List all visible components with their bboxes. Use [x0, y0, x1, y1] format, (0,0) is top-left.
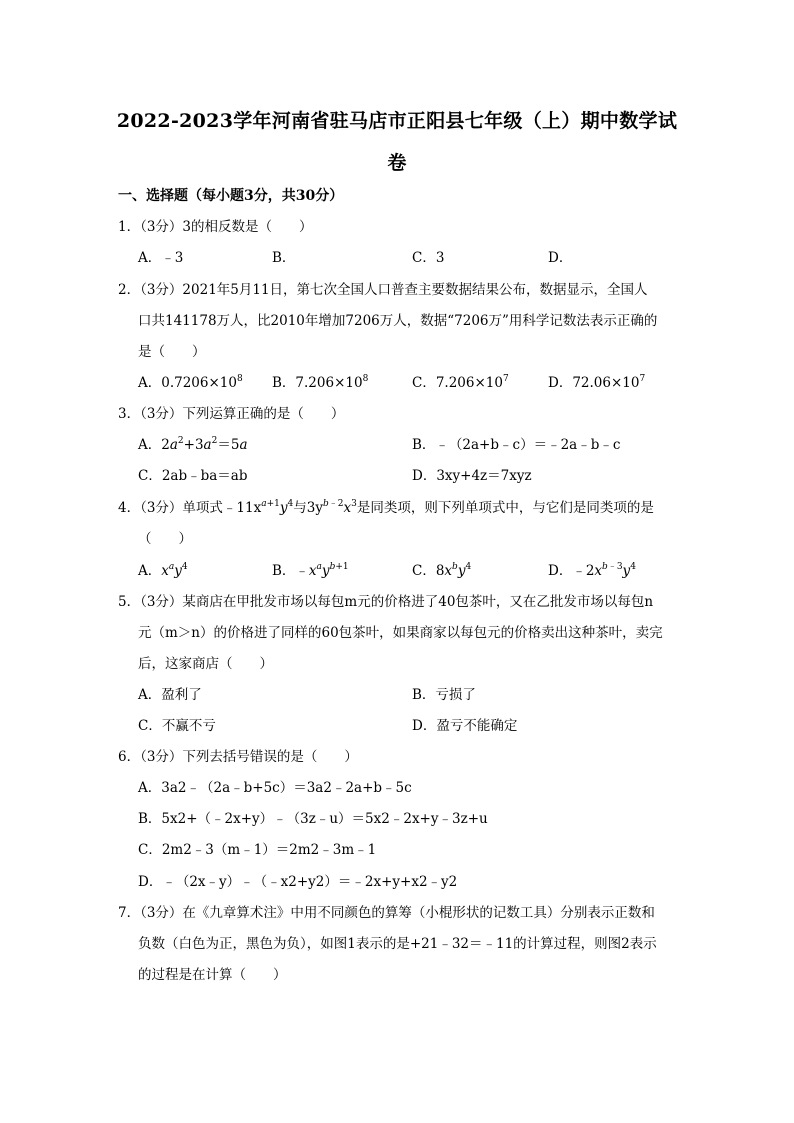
- question-4-line-1: 4．（3分）单项式$﹣11x^{a+1}y^4$与$3y^{b﹣2}x^3$是同类项，则下列单项式中，与它们是同类项的是: [118, 499, 654, 516]
- q1-option-c: C．3: [412, 250, 445, 266]
- q5-option-b: B．亏损了: [412, 687, 476, 703]
- question-5-line-2: 元（m＞n）的价格进了同样的60包茶叶，如果商家以每包元的价格卖出这种茶叶，卖完: [138, 625, 663, 641]
- q2-option-c: C．$7.206\times 10^7$: [412, 374, 509, 391]
- q6-option-b: B．5x2+（﹣2x+y）﹣（3z﹣u）＝5x2﹣2x+y﹣3z+u: [138, 811, 488, 827]
- q5-option-d: D．盈亏不能确定: [412, 718, 518, 734]
- question-7-line-1: 7．（3分）在《九章算术注》中用不同颜色的算筹（小棍形状的记数工具）分别表示正数和: [118, 905, 655, 921]
- q2-option-b: B．$7.206\times 10^8$: [272, 374, 369, 391]
- q2-option-d: D．$72.06\times 10^7$: [548, 374, 646, 391]
- q6-option-a: A．3a2﹣（2a﹣b+5c）＝3a2﹣2a+b﹣5c: [138, 780, 412, 796]
- question-7-line-2: 负数（白色为正，黑色为负），如图1表示的是+21﹣32＝﹣11的计算过程，则图2表示: [138, 936, 657, 952]
- question-2-line-1: 2．（3分）2021年5月11日，第七次全国人口普查主要数据结果公布，数据显示，全国人: [118, 282, 648, 298]
- question-3-stem: 3．（3分）下列运算正确的是（ ）: [118, 406, 345, 422]
- q5-option-a: A．盈利了: [138, 687, 202, 703]
- q4-option-a: A．$x^ay^4$: [138, 562, 188, 579]
- q2-option-a: A．$0.7206\times 10^8$: [138, 374, 243, 391]
- question-1-stem: 1．（3分）3的相反数是（ ）: [118, 219, 313, 235]
- q3-option-d: D．3xy+4z＝7xyz: [412, 468, 532, 484]
- q3-option-b: B．﹣（2a+b﹣c）＝﹣2a﹣b﹣c: [412, 437, 621, 453]
- question-2-line-2: 口共141178万人，比2010年增加7206万人，数据“7206万”用科学记数法表示正确的: [138, 313, 658, 329]
- q6-option-c: C．2m2﹣3（m﹣1）＝2m2﹣3m﹣1: [138, 842, 377, 858]
- question-7-line-3: 的过程是在计算（ ）: [138, 967, 287, 983]
- q1-option-d: D．: [548, 250, 573, 266]
- q4-option-d: D．$﹣2x^{b﹣3}y^4$: [548, 562, 636, 579]
- q3-option-a: A．$2a^2+3a^2=5a$: [138, 436, 248, 453]
- page-title: 2022-2023学年河南省驻马店市正阳县七年级（上）期中数学试: [116, 110, 678, 132]
- question-6-stem: 6．（3分）下列去括号错误的是（ ）: [118, 749, 358, 765]
- q5-option-c: C．不赢不亏: [138, 718, 216, 734]
- question-4-line-2: （ ）: [138, 531, 192, 547]
- q4-option-b: B．$﹣x^ay^{b+1}$: [272, 562, 349, 579]
- page-title-continued: 卷: [387, 152, 407, 174]
- q6-option-d: D．﹣（2x﹣y）﹣（﹣x2+y2）＝﹣2x+y+x2﹣y2: [138, 874, 458, 890]
- q4-option-c: C．$8x^by^4$: [412, 562, 472, 579]
- q1-option-b: B．: [272, 250, 296, 266]
- q1-option-a: A．﹣3: [138, 250, 184, 266]
- question-5-line-1: 5．（3分）某商店在甲批发市场以每包m元的价格进了40包茶叶，又在乙批发市场以每包n: [118, 594, 654, 610]
- question-5-line-3: 后，这家商店（ ）: [138, 656, 273, 672]
- q3-option-c: C．2ab﹣ba＝ab: [138, 468, 248, 484]
- section-heading: 一、选择题（每小题3分，共30分）: [118, 188, 344, 204]
- question-2-line-3: 是（ ）: [138, 344, 206, 360]
